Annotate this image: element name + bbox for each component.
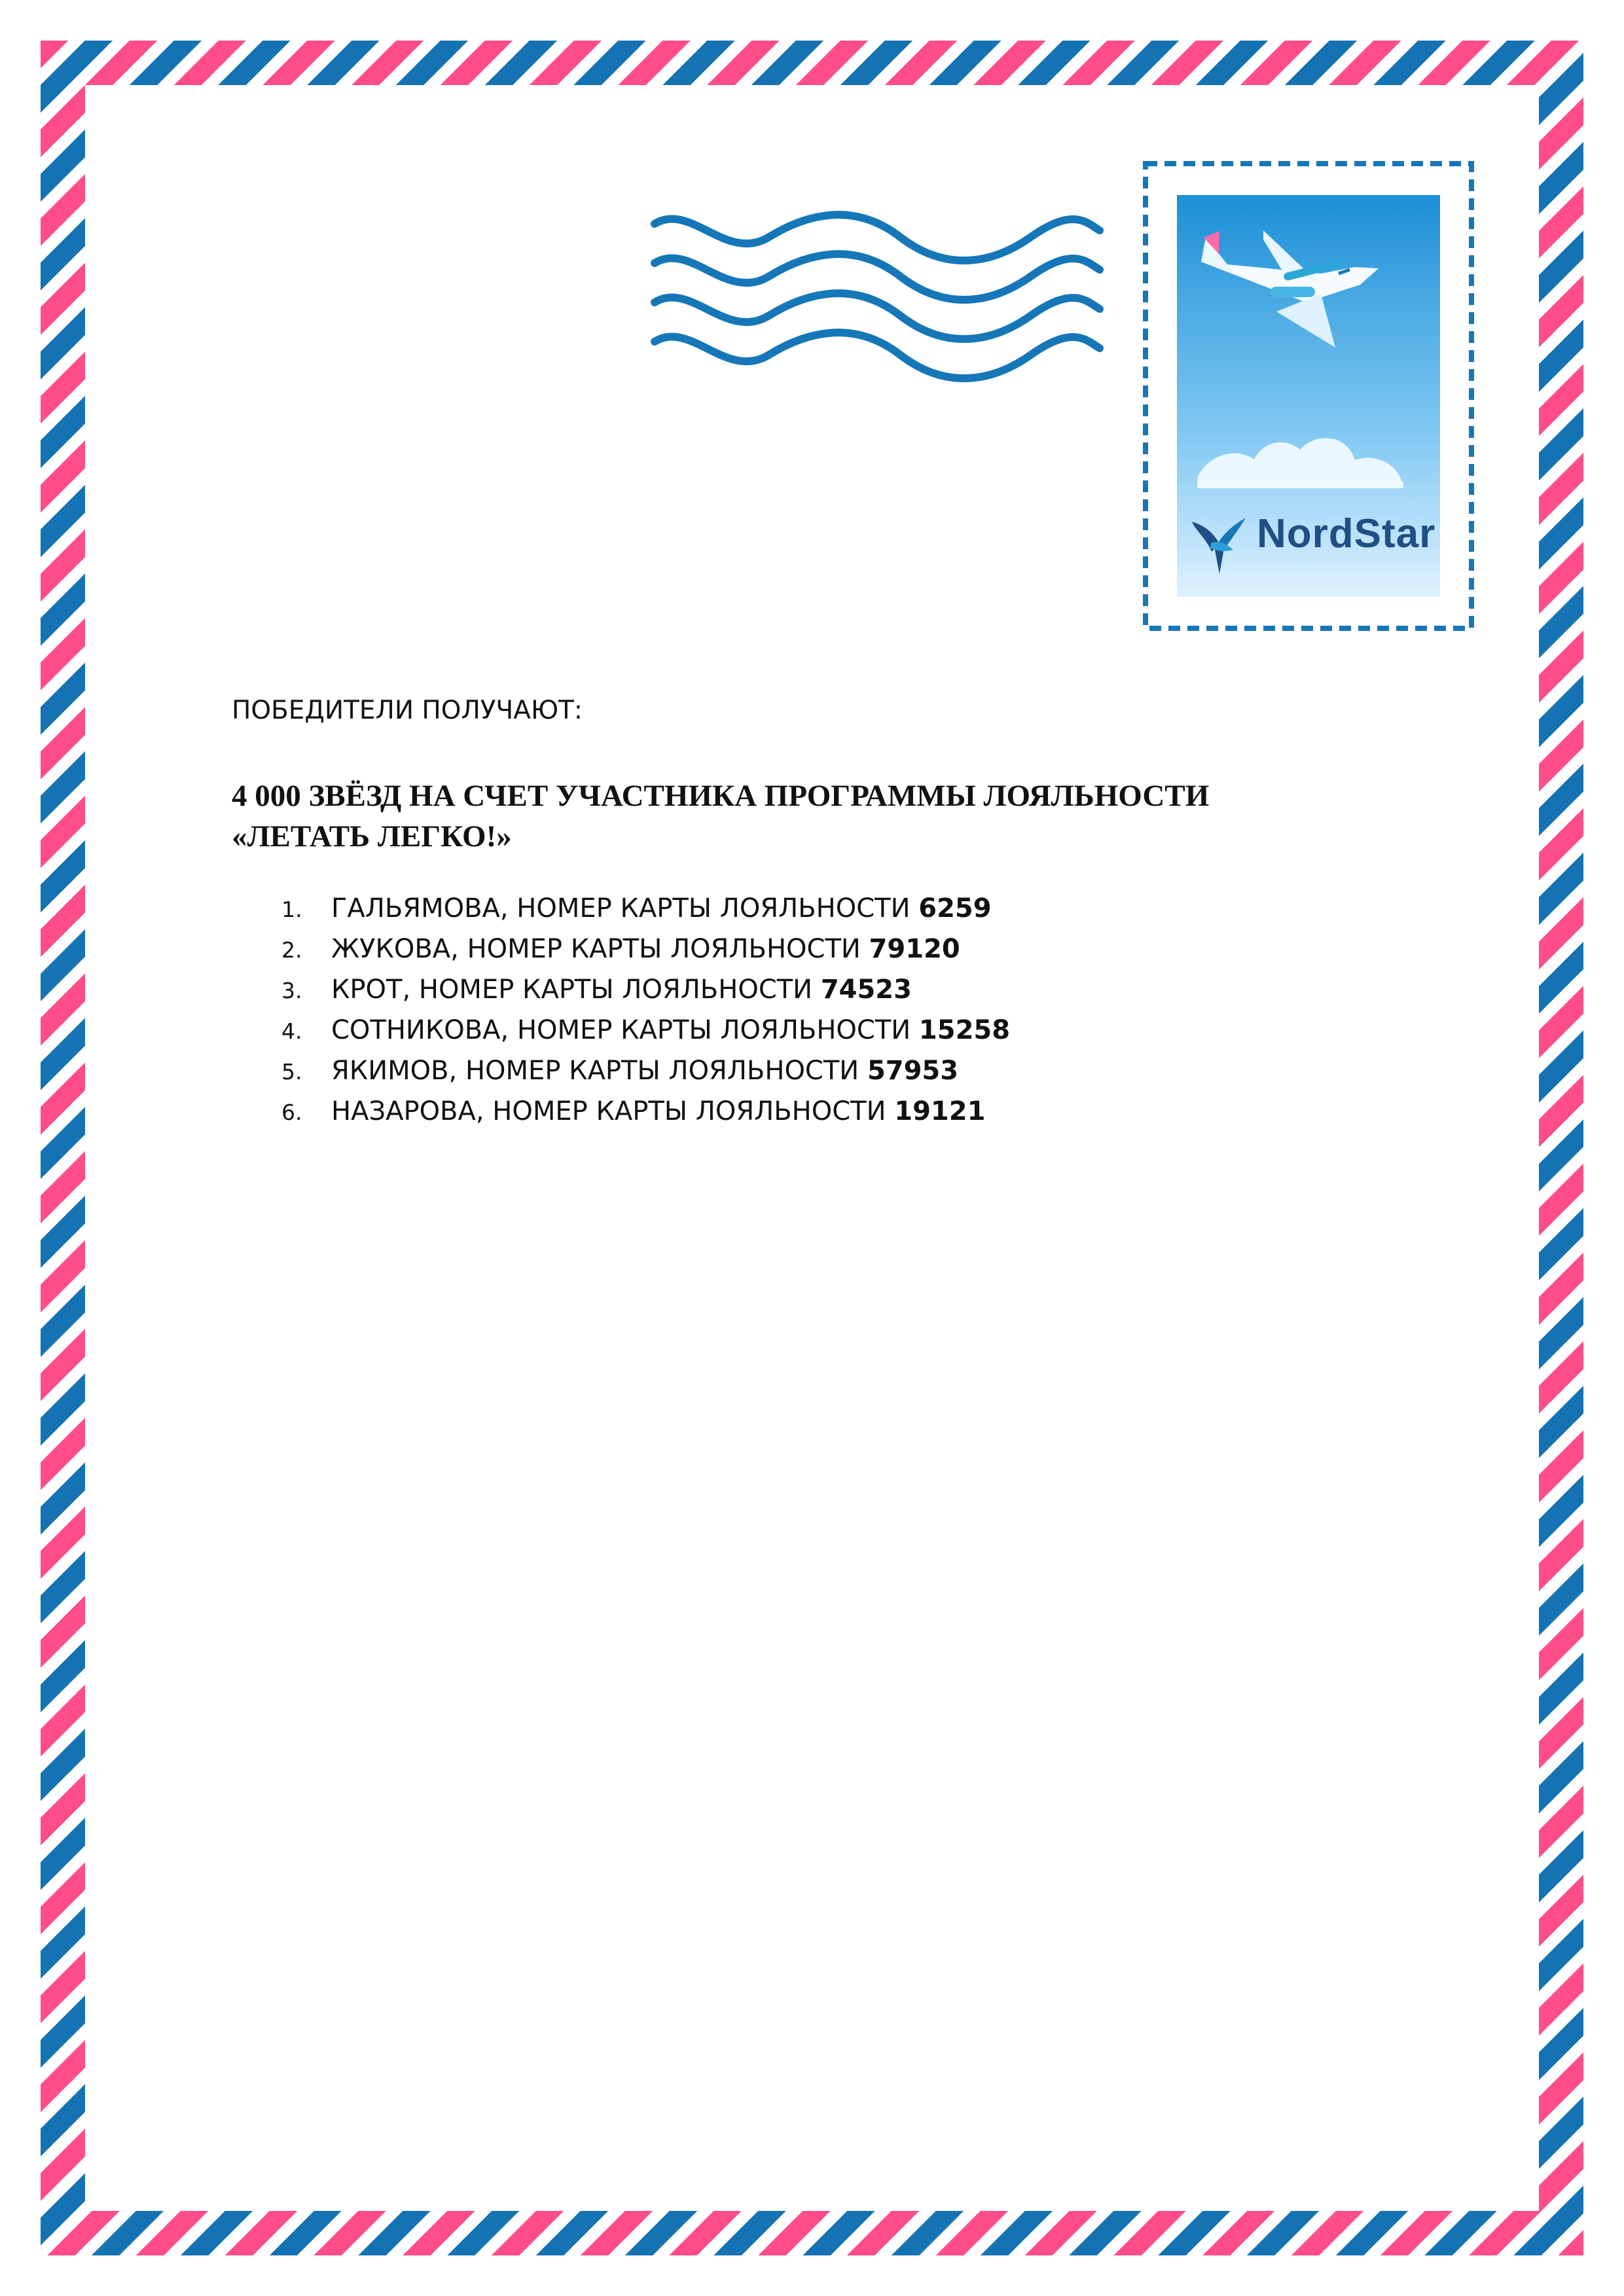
winner-number: 5. xyxy=(281,1059,302,1085)
winner-name-text: ЯКИМОВ, НОМЕР КАРТЫ ЛОЯЛЬНОСТИ xyxy=(331,1056,867,1086)
postage-stamp xyxy=(1139,157,1478,635)
winner-number: 4. xyxy=(281,1018,302,1044)
winner-name-text: ГАЛЬЯМОВА, НОМЕР КАРТЫ ЛОЯЛЬНОСТИ xyxy=(331,893,919,924)
winner-name-text: ЖУКОВА, НОМЕР КАРТЫ ЛОЯЛЬНОСТИ xyxy=(331,934,869,964)
winner-number: 3. xyxy=(281,978,302,1003)
prize-heading xyxy=(232,776,1344,857)
winner-list-item xyxy=(281,1011,1010,1051)
prize-heading-line-2: «ЛЕТАТЬ ЛЕГКО!» xyxy=(232,819,512,853)
prize-heading-line-1: 4 000 ЗВЁЗД НА СЧЕТ УЧАСТНИКА ПРОГРАММЫ ЛОЯЛЬНОСТИ xyxy=(232,779,1210,813)
winner-list-item xyxy=(281,970,1010,1011)
winner-number: 1. xyxy=(281,897,302,922)
winner-name-text: НАЗАРОВА, НОМЕР КАРТЫ ЛОЯЛЬНОСТИ xyxy=(331,1096,895,1126)
loyalty-card-number: 57953 xyxy=(867,1056,959,1086)
wavy-lines-postmark-icon xyxy=(648,209,1106,419)
winner-number: 6. xyxy=(281,1100,302,1125)
winners-intro: ПОБЕДИТЕЛИ ПОЛУЧАЮТ: xyxy=(232,696,583,725)
winner-number: 2. xyxy=(281,937,302,963)
loyalty-card-number: 79120 xyxy=(869,934,960,964)
loyalty-card-number: 19121 xyxy=(894,1096,986,1126)
winner-name-text: СОТНИКОВА, НОМЕР КАРТЫ ЛОЯЛЬНОСТИ xyxy=(331,1015,919,1045)
winner-name-text: КРОТ, НОМЕР КАРТЫ ЛОЯЛЬНОСТИ xyxy=(331,975,821,1005)
winner-list-item xyxy=(281,1092,1010,1132)
nordstar-logo-text: NordStar xyxy=(1257,511,1436,556)
winner-list-item xyxy=(281,929,1010,970)
loyalty-card-number: 6259 xyxy=(918,893,992,924)
loyalty-card-number: 74523 xyxy=(820,975,912,1005)
winner-list-item xyxy=(281,889,1010,929)
winner-list-item xyxy=(281,1051,1010,1092)
winners-list xyxy=(281,889,1010,1132)
loyalty-card-number: 15258 xyxy=(918,1015,1011,1045)
